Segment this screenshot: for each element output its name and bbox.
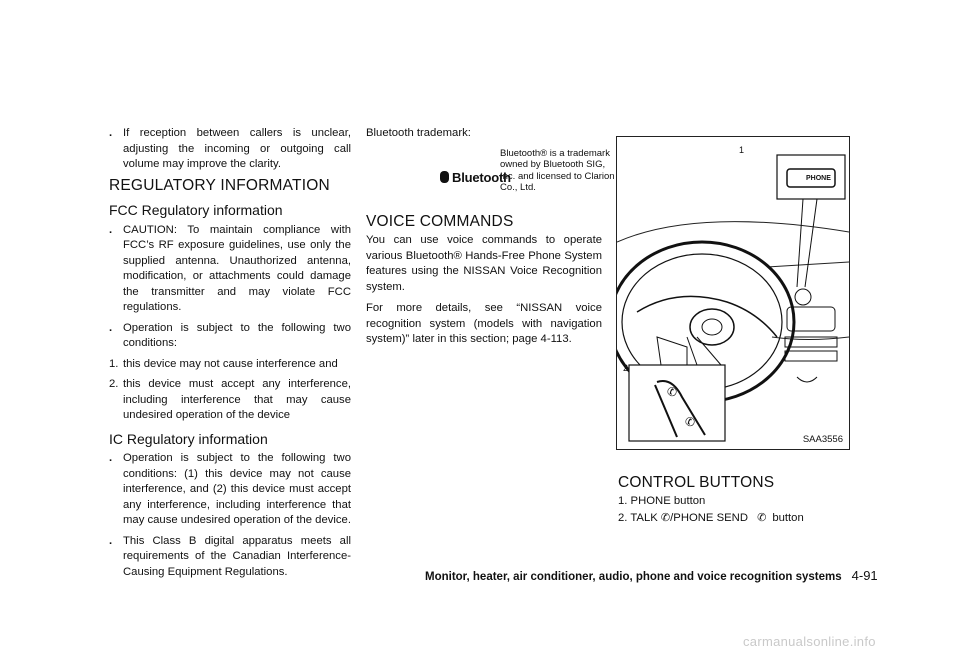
middle-column xyxy=(366,126,615,354)
voice-paragraph: You can use voice commands to operate various Bluetooth® Hands-Free Phone System features using the NISSAN Voice Recognition system. xyxy=(366,234,602,293)
bullet-operation xyxy=(109,321,351,352)
bullet-text: If reception between callers is unclear, adjusting the incoming or outgoing call volume may improve the clarity. xyxy=(123,127,351,170)
bullet-reception xyxy=(109,126,351,173)
control-item-2-talk: 2. TALK xyxy=(618,512,658,524)
list-item-2 xyxy=(109,377,351,424)
page-number: 4-91 xyxy=(851,568,878,583)
control-item-1: 1. PHONE button xyxy=(618,495,706,507)
bt-trademark-note: Bluetooth® is a trademark owned by Bluetooth SIG, Inc. and licensed to Clarion Co., Ltd. xyxy=(500,147,615,193)
bullet-classb xyxy=(109,534,351,581)
bullet-text: This Class B digital apparatus meets all requirements of the Canadian Interference-Causing Equipment Regulations. xyxy=(123,534,351,578)
bullet-dot: . xyxy=(109,534,113,547)
bullet-dot: . xyxy=(109,223,113,236)
talk-icon: ✆ xyxy=(667,385,678,399)
figure-code: SAA3556 xyxy=(802,434,843,445)
phone-send-icon: ✆ xyxy=(685,415,696,429)
watermark: carmanualsonline.info xyxy=(743,634,876,649)
heading-regulatory: REGULATORY INFORMATION xyxy=(109,176,330,194)
bluetooth-icon xyxy=(440,171,449,183)
bullet-caution xyxy=(109,223,351,316)
list-number: 1. xyxy=(109,357,119,370)
bullet-dot: . xyxy=(109,321,113,334)
bullet-dot: . xyxy=(109,127,113,139)
control-buttons xyxy=(618,474,858,527)
heading-fcc: FCC Regulatory information xyxy=(109,202,283,218)
footer-title: Monitor, heater, air conditioner, audio, phone and voice recognition systems xyxy=(425,571,842,583)
bullet-ic-operation xyxy=(109,451,351,529)
list-text: this device must accept any interference, including interference that may cause undesired operation of the device xyxy=(123,378,351,421)
steering-wheel-figure xyxy=(616,136,850,450)
list-number: 2. xyxy=(109,378,119,390)
details-paragraph: For more details, see “NISSAN voice recognition system (models with navigation system)” later in this section; page 4-113. xyxy=(366,302,602,345)
list-item-1 xyxy=(109,357,351,373)
heading-control-buttons: CONTROL BUTTONS xyxy=(618,474,775,491)
list-text: this device may not cause interference and xyxy=(123,357,338,370)
page-footer xyxy=(425,568,878,583)
callout-1: 1 xyxy=(739,145,745,155)
bt-trademark-block xyxy=(366,147,615,204)
heading-voice-commands: VOICE COMMANDS xyxy=(366,212,514,230)
talk-icon: ✆ xyxy=(660,512,671,524)
callout-2: 2 xyxy=(623,363,629,373)
bt-trademark-heading: Bluetooth trademark: xyxy=(366,127,471,139)
steering-wheel-illustration xyxy=(617,137,849,449)
left-column xyxy=(109,126,351,585)
control-item-2-button: button xyxy=(772,512,804,524)
bullet-text: Operation is subject to the following two conditions: xyxy=(123,321,351,349)
phone-send-icon: ✆ xyxy=(757,512,767,524)
heading-ic: IC Regulatory information xyxy=(109,430,268,447)
bullet-dot: . xyxy=(109,452,113,464)
bullet-text: Operation is subject to the following two conditions: (1) this device may not cause interference, and (2) this device must accept any interference, including interference that may cause undesired operation of the device. xyxy=(123,452,351,526)
phone-button-label: PHONE xyxy=(806,175,831,182)
control-item-2 xyxy=(618,510,858,527)
bluetooth-logo-text: Bluetooth xyxy=(452,169,511,185)
control-item-2-phone-send: /PHONE SEND xyxy=(670,512,748,524)
bullet-text: CAUTION: To maintain compliance with FCC’s RF exposure guidelines, use only the supplied antenna. Unauthorized antenna, modification, or attachments could damage the transmitter and may violate FCC regulations. xyxy=(123,223,351,313)
